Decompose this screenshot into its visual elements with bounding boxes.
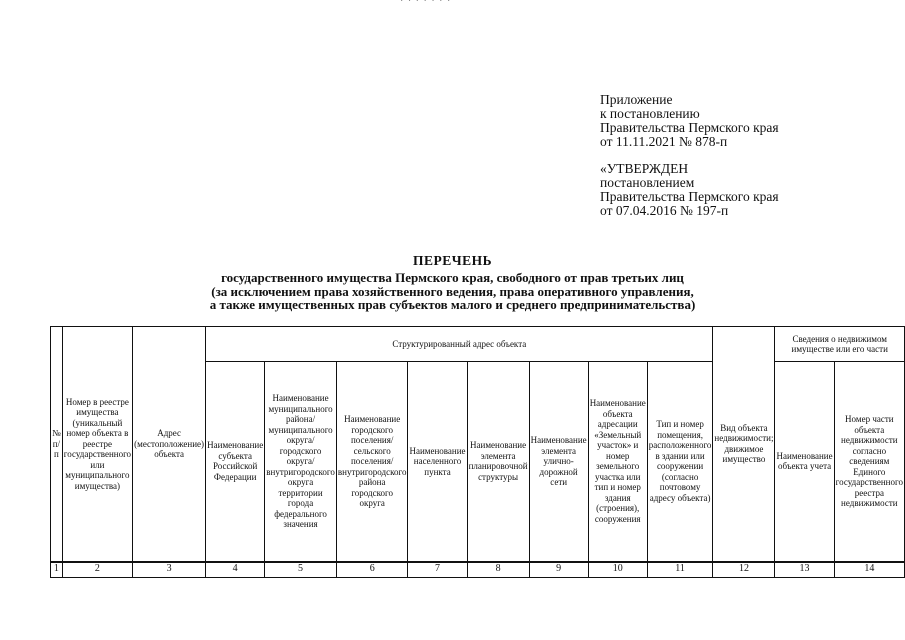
header-group-structured-address: Структурированный адрес объекта (206, 327, 713, 362)
column-number: 1 (51, 562, 63, 578)
header-group-realty-info: Сведения о недвижимом имуществе или его части (775, 327, 905, 362)
column-number: 8 (467, 562, 529, 578)
appendix-line: Приложение (600, 92, 673, 107)
column-number: 14 (834, 562, 904, 578)
header-federal-subject: Наименование субъекта Российской Федерации (206, 362, 265, 562)
column-number: 6 (336, 562, 408, 578)
header-object-address: Адрес (местоположение) объекта (133, 327, 206, 562)
appendix-line: к постановлению (600, 106, 700, 121)
header-planning-element: Наименование элемента планировочной структуры (467, 362, 529, 562)
header-object-type: Вид объекта недвижимости; движимое имущество (713, 327, 775, 562)
header-settlement: Наименование городского поселения/ сельского поселения/ внутригородского района городского округа (336, 362, 408, 562)
header-municipal-district: Наименование муниципального района/ муниципального округа/ городского округа/ внутригородского округа территории города федерального значения (265, 362, 337, 562)
column-number: 10 (588, 562, 647, 578)
header-realty-part-number: Номер части объекта недвижимости согласно сведениям Единого государственного реестра недвижимости (834, 362, 904, 562)
column-number-row (51, 562, 905, 578)
header-street-element: Наименование элемента улично-дорожной сети (529, 362, 588, 562)
column-number: 5 (265, 562, 337, 578)
property-register-table (50, 326, 905, 578)
header-locality: Наименование населенного пункта (408, 362, 467, 562)
appendix-line: Правительства Пермского края (600, 120, 779, 135)
approved-line: постановлением (600, 175, 695, 190)
column-number: 7 (408, 562, 467, 578)
appendix-line: от 11.11.2021 № 878-п (600, 134, 728, 149)
approved-line: «УТВЕРЖДЕН (600, 161, 689, 176)
column-number: 13 (775, 562, 834, 578)
header-registry-number: Номер в реестре имущества (уникальный номер объекта в реестре государственного или муниципального имущества) (62, 327, 132, 562)
approval-block-approved (600, 162, 779, 218)
subtitle-line: а также имущественных прав субъектов малого и среднего предпринимательства) (209, 297, 696, 312)
page-top-mark: · · · · · · · (400, 0, 452, 7)
column-number: 11 (647, 562, 713, 578)
subtitle-line: государственного имущества Пермского края, свободного от прав третьих лиц (221, 270, 684, 285)
approved-line: от 07.04.2016 № 197-п (600, 203, 729, 218)
approval-block-appendix (600, 93, 779, 149)
column-number: 9 (529, 562, 588, 578)
header-row-number: № п/п (51, 327, 63, 562)
column-number: 12 (713, 562, 775, 578)
column-number: 2 (62, 562, 132, 578)
column-number: 3 (133, 562, 206, 578)
header-addressing-object: Наименование объекта адресации «Земельный участок» и номер земельного участка или тип и номер здания (строения), сооружения (588, 362, 647, 562)
header-premises-type: Тип и номер помещения, расположенного в здании или сооружении (согласно почтовому адресу объекта) (647, 362, 713, 562)
subtitle-line: (за исключением права хозяйственного ведения, права оперативного управления, (211, 283, 694, 299)
column-number: 4 (206, 562, 265, 578)
approved-line: Правительства Пермского края (600, 189, 779, 204)
document-title: ПЕРЕЧЕНЬ (412, 253, 493, 268)
header-accounting-object-name: Наименование объекта учета (775, 362, 834, 562)
document-subtitle (0, 271, 905, 312)
